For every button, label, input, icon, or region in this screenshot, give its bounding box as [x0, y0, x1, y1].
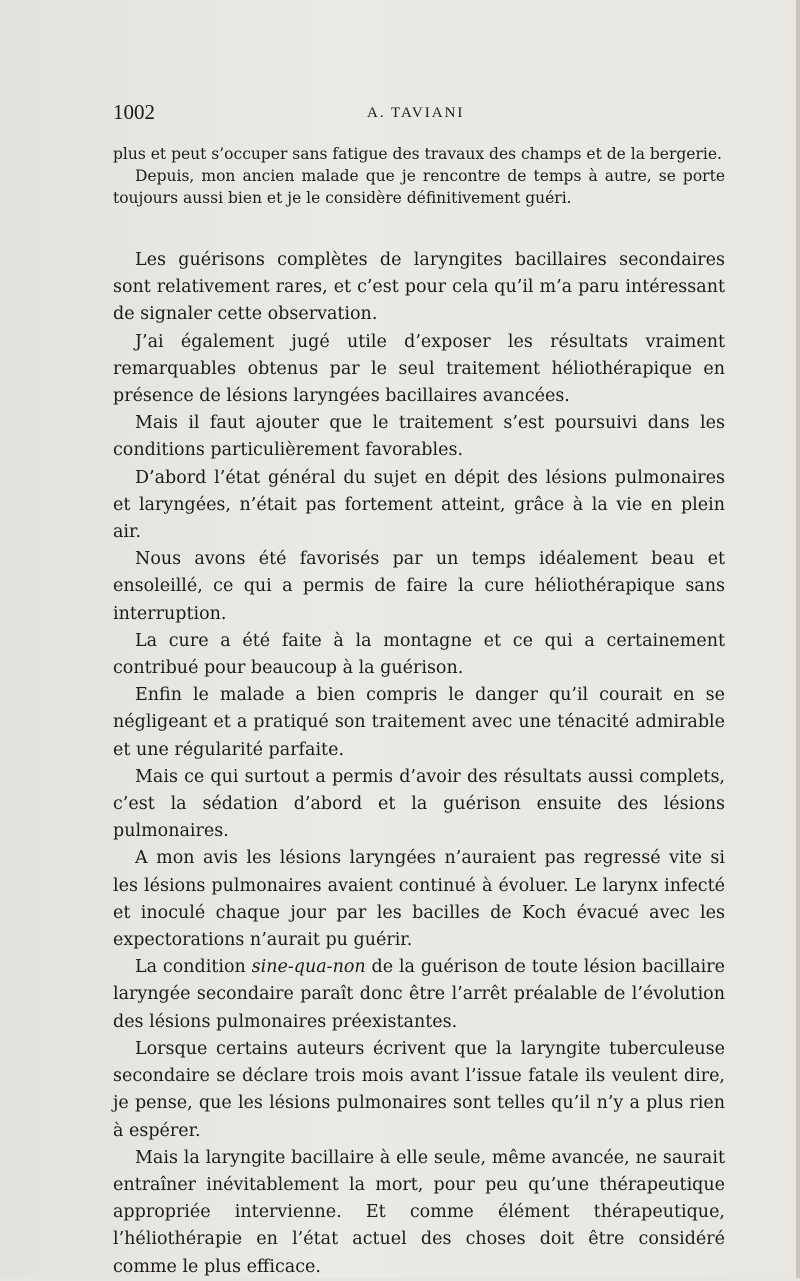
page-edge [796, 0, 800, 1278]
main-text [113, 247, 725, 1281]
paragraph: J’ai également jugé utile d’exposer les résultats vraiment remarquables obtenus par le seul traitement héliothérapique en présence de lésions laryngées bacillaires avancées. [113, 331, 725, 407]
paragraph: A mon avis les lésions laryngées n’auraient pas regressé vite si les lésions pulmonaires avaient continué à évoluer. Le larynx infecté et inoculé chaque jour par les bacilles de Koch évacué avec les expectorations n’aurait pu guérir. [113, 848, 725, 951]
paragraph: Nous avons été favorisés par un temps idéalement beau et ensoleillé, ce qui a permis de faire la cure héliothérapique sans interruption. [113, 549, 725, 624]
continuation-paragraph: Depuis, mon ancien malade que je rencontre de temps à autre, se porte toujours aussi bien et je le considère définitivement guéri. [113, 167, 725, 207]
italic-term: sine-qua-non [251, 957, 366, 978]
paragraph: Enfin le malade a bien compris le danger qu’il courait en se négligeant et a pratiqué son traitement avec une ténacité admirable et une régularité parfaite. [113, 685, 725, 760]
page-header [113, 100, 725, 130]
paragraph: Lorsque certains auteurs écrivent que la laryngite tuberculeuse secondaire se déclare trois mois avant l’issue fatale ils veulent dire, je pense, que les lésions pulmonaires sont telles qu’il n’y a plus rien à espérer. [113, 1038, 725, 1141]
continuation-block [113, 143, 725, 209]
continuation-paragraph: plus et peut s’occuper sans fatigue des travaux des champs et de la bergerie. [113, 145, 722, 163]
paragraph: La cure a été faite à la montagne et ce qui a certainement contribué pour beaucoup à la guérison. [113, 630, 725, 679]
paragraph: Mais il faut ajouter que le traitement s’est poursuivi dans les conditions particulièrement favorables. [113, 413, 725, 461]
paragraph: D’abord l’état général du sujet en dépit des lésions pulmonaires et laryngées, n’était pas fortement atteint, grâce à la vie en plein air. [113, 467, 725, 543]
paragraph: Mais ce qui surtout a permis d’avoir des résultats aussi complets, c’est la sédation d’abord et la guérison ensuite des lésions pulmonaires. [113, 766, 725, 842]
running-head-author: A. TAVIANI [367, 105, 465, 121]
text-run: de la guérison de toute lésion bacillaire laryngée secondaire paraît donc être l’arrêt préalable de l’évolution des lésions pulmonaires préexistantes. [113, 957, 725, 1032]
paragraph: Mais la laryngite bacillaire à elle seule, même avancée, ne saurait entraîner inévitablement la mort, pour peu qu’une thérapeutique appropriée intervienne. Et comme élément thérapeutique, l’héliothérapie en l’état actuel des choses doit être considéré comme le plus efficace. [113, 1147, 725, 1277]
paragraph: Les guérisons complètes de laryngites bacillaires secondaires sont relativement rares, et c’est pour cela qu’il m’a paru intéressant de signaler cette observation. [113, 250, 725, 325]
page-number: 1002 [113, 100, 155, 124]
paragraph-sine-qua-non [113, 954, 725, 1036]
text-run: La condition [135, 957, 252, 978]
